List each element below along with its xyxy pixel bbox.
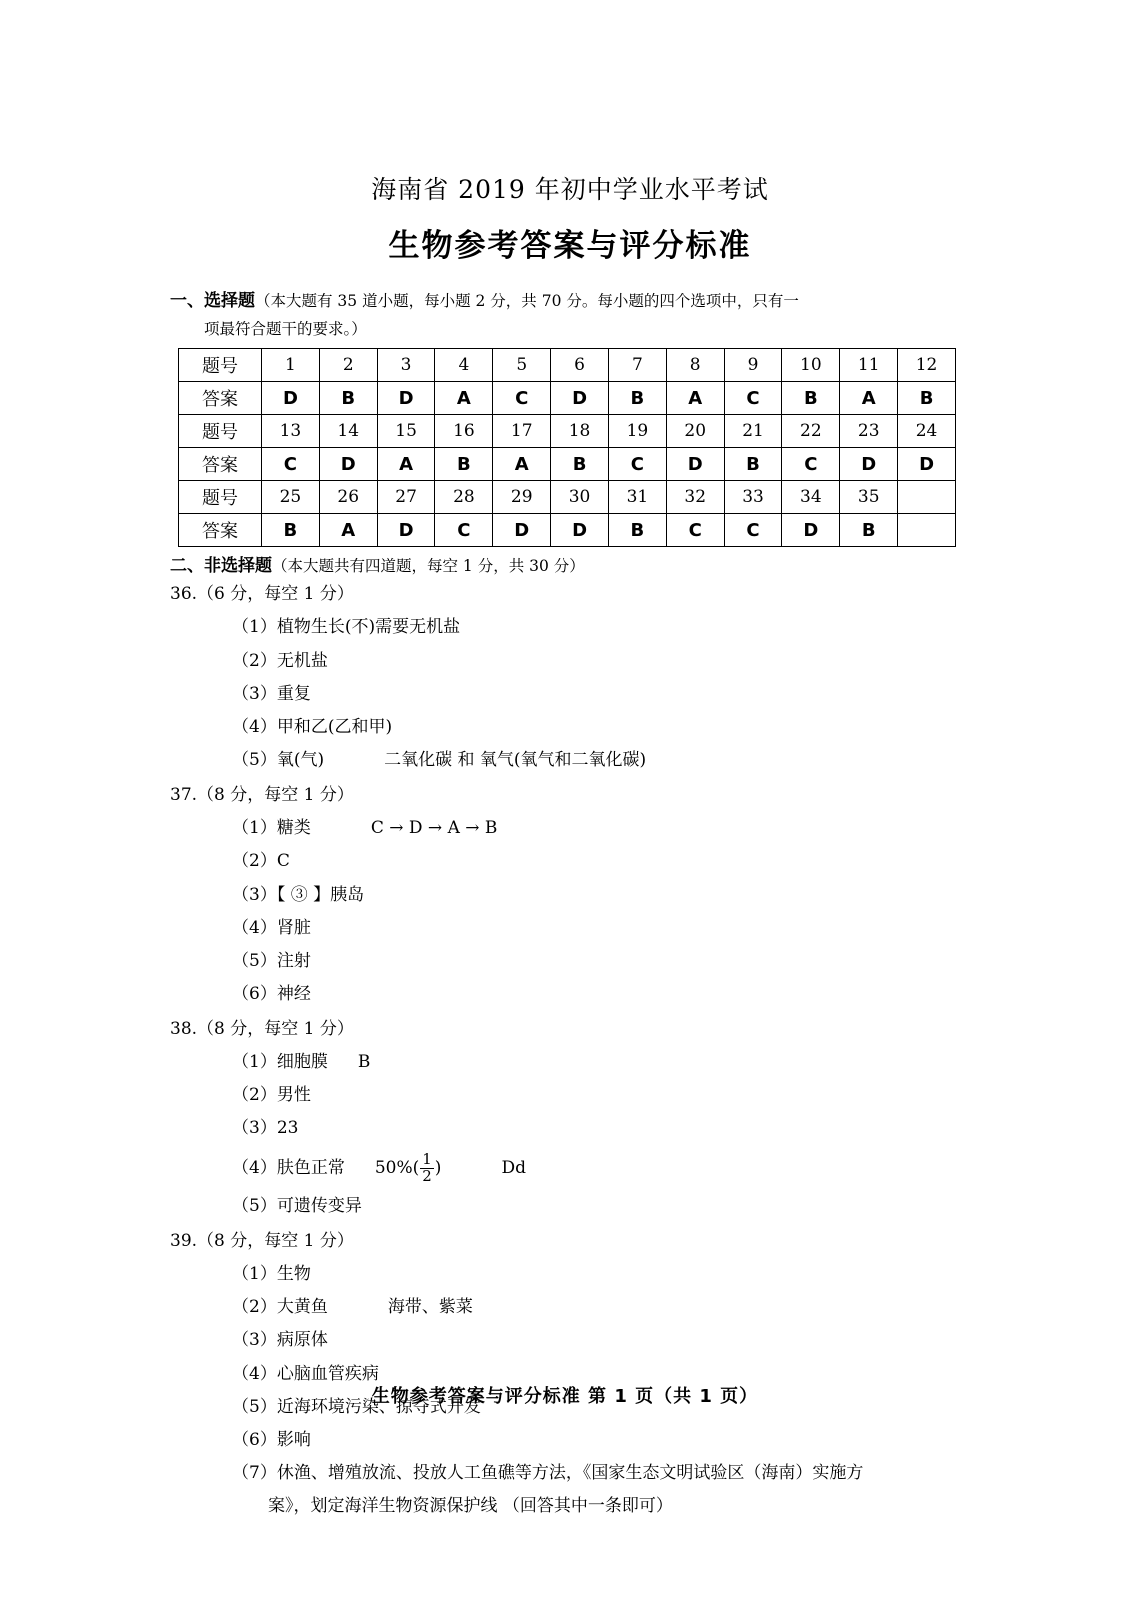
answer-line: （4）心脑血管疾病 xyxy=(232,1363,379,1384)
question-number: 31 xyxy=(608,481,666,514)
question-number: 20 xyxy=(666,415,724,448)
question-number: 9 xyxy=(724,349,782,382)
answer-line: （3）【 ③ 】胰岛 xyxy=(232,884,365,905)
answer-line xyxy=(170,744,970,777)
answer-cell: D xyxy=(898,448,956,481)
answer-line: （4）肾脏 xyxy=(232,917,311,938)
answer-cell: D xyxy=(319,448,377,481)
document-content xyxy=(170,170,970,1523)
answer-chain: C → D → A → B xyxy=(370,818,498,839)
question-head: 38.（8 分，每空 1 分） xyxy=(170,1019,354,1040)
answer-cell: C xyxy=(608,448,666,481)
answer-line: （1）植物生长(不)需要无机盐 xyxy=(232,617,461,638)
question-number: 24 xyxy=(898,415,956,448)
answer-line: （2）无机盐 xyxy=(232,650,328,671)
answer-line: （3）重复 xyxy=(232,683,311,704)
question-number: 30 xyxy=(551,481,609,514)
answer-line xyxy=(170,812,970,845)
answer-line-wrapped xyxy=(170,1457,970,1523)
section1-desc-line1: （本大题有 35 道小题，每小题 2 分，共 70 分。每小题的四个选项中，只有一 xyxy=(255,292,799,310)
answer-cell: C xyxy=(724,514,782,547)
question-number: 4 xyxy=(435,349,493,382)
table-row xyxy=(179,448,956,481)
answer-line: （1）生物 xyxy=(232,1264,311,1285)
answer-line xyxy=(170,1046,970,1079)
answer-line: （5）注射 xyxy=(232,950,311,971)
answer-cell: C xyxy=(493,382,551,415)
answer-line: （6）影响 xyxy=(232,1429,311,1450)
answer-cell: D xyxy=(377,382,435,415)
answer-line-fraction xyxy=(170,1146,970,1190)
answer-cell: A xyxy=(840,382,898,415)
question-block-37 xyxy=(170,779,970,1011)
question-number: 6 xyxy=(551,349,609,382)
question-number: 27 xyxy=(377,481,435,514)
table-row xyxy=(179,415,956,448)
answer-cell: B xyxy=(435,448,493,481)
row-label-number: 题号 xyxy=(179,349,262,382)
answer-text: （1）糖类 xyxy=(232,818,311,839)
answer-line: （3）23 xyxy=(232,1118,299,1139)
question-number: 10 xyxy=(782,349,840,382)
answer-cell: B xyxy=(840,514,898,547)
question-head: 37.（8 分，每空 1 分） xyxy=(170,785,354,806)
answer-line: （4）甲和乙(乙和甲) xyxy=(232,716,393,737)
answer-text-extra: Dd xyxy=(501,1157,526,1178)
question-number: 17 xyxy=(493,415,551,448)
question-number: 5 xyxy=(493,349,551,382)
question-number: 1 xyxy=(262,349,320,382)
fraction-numerator: 1 xyxy=(422,1149,432,1168)
answer-text-extra: 二氧化碳 和 氧气(氧气和二氧化碳) xyxy=(384,749,647,770)
answer-cell: C xyxy=(724,382,782,415)
answer-text: （5）氧(气) xyxy=(232,749,325,770)
question-block-36 xyxy=(170,578,970,777)
table-row xyxy=(179,481,956,514)
question-number: 14 xyxy=(319,415,377,448)
answer-cell: D xyxy=(840,448,898,481)
question-number: 33 xyxy=(724,481,782,514)
answer-line: （3）病原体 xyxy=(232,1330,328,1351)
answer-cell: B xyxy=(319,382,377,415)
answer-cell: D xyxy=(493,514,551,547)
answer-cell: D xyxy=(377,514,435,547)
question-number: 22 xyxy=(782,415,840,448)
fraction-one-half xyxy=(420,1149,434,1185)
answer-text: （2）大黄鱼 xyxy=(232,1297,328,1318)
section1-heading xyxy=(170,287,970,342)
answer-cell: B xyxy=(262,514,320,547)
answer-line: （5）近海环境污染、掠夺式开发 xyxy=(232,1396,481,1417)
document-title-line2: 生物参考答案与评分标准 xyxy=(388,228,752,264)
answer-cell: B xyxy=(782,382,840,415)
question-number: 32 xyxy=(666,481,724,514)
answer-cell: B xyxy=(608,382,666,415)
answer-cell: C xyxy=(435,514,493,547)
answer-cell: D xyxy=(551,382,609,415)
section1-label: 一、选择题 xyxy=(170,291,255,311)
answer-text: （4）肤色正常 xyxy=(232,1157,345,1178)
question-number: 7 xyxy=(608,349,666,382)
question-number: 11 xyxy=(840,349,898,382)
question-block-39 xyxy=(170,1225,970,1523)
question-number: 28 xyxy=(435,481,493,514)
answer-cell: A xyxy=(493,448,551,481)
question-head: 36.（6 分，每空 1 分） xyxy=(170,584,354,605)
question-number: 3 xyxy=(377,349,435,382)
answer-text: （1）细胞膜 xyxy=(232,1052,328,1073)
page-footer: 生物参考答案与评分标准 第 1 页（共 1 页） xyxy=(371,1386,759,1407)
row-label-number: 题号 xyxy=(179,481,262,514)
answer-cell: B xyxy=(724,448,782,481)
question-number: 25 xyxy=(262,481,320,514)
answer-cell-empty xyxy=(898,514,956,547)
question-number: 35 xyxy=(840,481,898,514)
answer-percent-end: ) xyxy=(434,1157,442,1178)
answer-line xyxy=(170,1291,970,1324)
answer-text-extra: B xyxy=(357,1052,371,1073)
answer-text-continuation: 案》，划定海洋生物资源保护线 （回答其中一条即可） xyxy=(268,1496,673,1517)
section2-heading xyxy=(170,551,970,576)
answer-line: （6）神经 xyxy=(232,983,311,1004)
answer-cell: A xyxy=(377,448,435,481)
question-number: 8 xyxy=(666,349,724,382)
answer-percent: 50%( xyxy=(374,1157,420,1178)
answer-line: （2）男性 xyxy=(232,1085,311,1106)
question-number: 12 xyxy=(898,349,956,382)
answer-line: （2）C xyxy=(232,851,290,872)
question-number-empty xyxy=(898,481,956,514)
question-block-38 xyxy=(170,1013,970,1223)
table-row xyxy=(179,349,956,382)
question-number: 13 xyxy=(262,415,320,448)
row-label-number: 题号 xyxy=(179,415,262,448)
answer-cell: C xyxy=(782,448,840,481)
answer-cell: A xyxy=(435,382,493,415)
question-number: 29 xyxy=(493,481,551,514)
section1-desc-line2: 项最符合题干的要求。） xyxy=(204,319,367,338)
answer-cell: D xyxy=(782,514,840,547)
answer-cell: D xyxy=(551,514,609,547)
answer-cell: D xyxy=(262,382,320,415)
question-number: 21 xyxy=(724,415,782,448)
answer-cell: A xyxy=(666,382,724,415)
answer-cell: B xyxy=(898,382,956,415)
row-label-answer: 答案 xyxy=(179,448,262,481)
answer-line: （5）可遗传变异 xyxy=(232,1195,362,1216)
answer-key-table xyxy=(178,348,956,547)
answer-text-extra: 海带、紫菜 xyxy=(387,1297,473,1318)
row-label-answer: 答案 xyxy=(179,382,262,415)
table-row xyxy=(179,514,956,547)
table-row xyxy=(179,382,956,415)
question-number: 16 xyxy=(435,415,493,448)
section2-label: 二、非选择题 xyxy=(170,556,272,577)
document-title-line1: 海南省 2019 年初中学业水平考试 xyxy=(371,175,769,204)
question-number: 15 xyxy=(377,415,435,448)
answer-cell: C xyxy=(666,514,724,547)
fraction-denominator: 2 xyxy=(422,1166,432,1185)
answer-cell: B xyxy=(608,514,666,547)
question-number: 18 xyxy=(551,415,609,448)
question-number: 2 xyxy=(319,349,377,382)
question-number: 34 xyxy=(782,481,840,514)
answer-cell: C xyxy=(262,448,320,481)
answer-cell: A xyxy=(319,514,377,547)
answer-cell: B xyxy=(551,448,609,481)
question-number: 19 xyxy=(608,415,666,448)
section2-desc: （本大题共有四道题，每空 1 分，共 30 分） xyxy=(272,557,585,576)
question-number: 26 xyxy=(319,481,377,514)
question-number: 23 xyxy=(840,415,898,448)
question-head: 39.（8 分，每空 1 分） xyxy=(170,1230,354,1251)
row-label-answer: 答案 xyxy=(179,514,262,547)
answer-text: （7）休渔、增殖放流、投放人工鱼礁等方法，《国家生态文明试验区（海南）实施方 xyxy=(232,1462,864,1483)
answer-cell: D xyxy=(666,448,724,481)
